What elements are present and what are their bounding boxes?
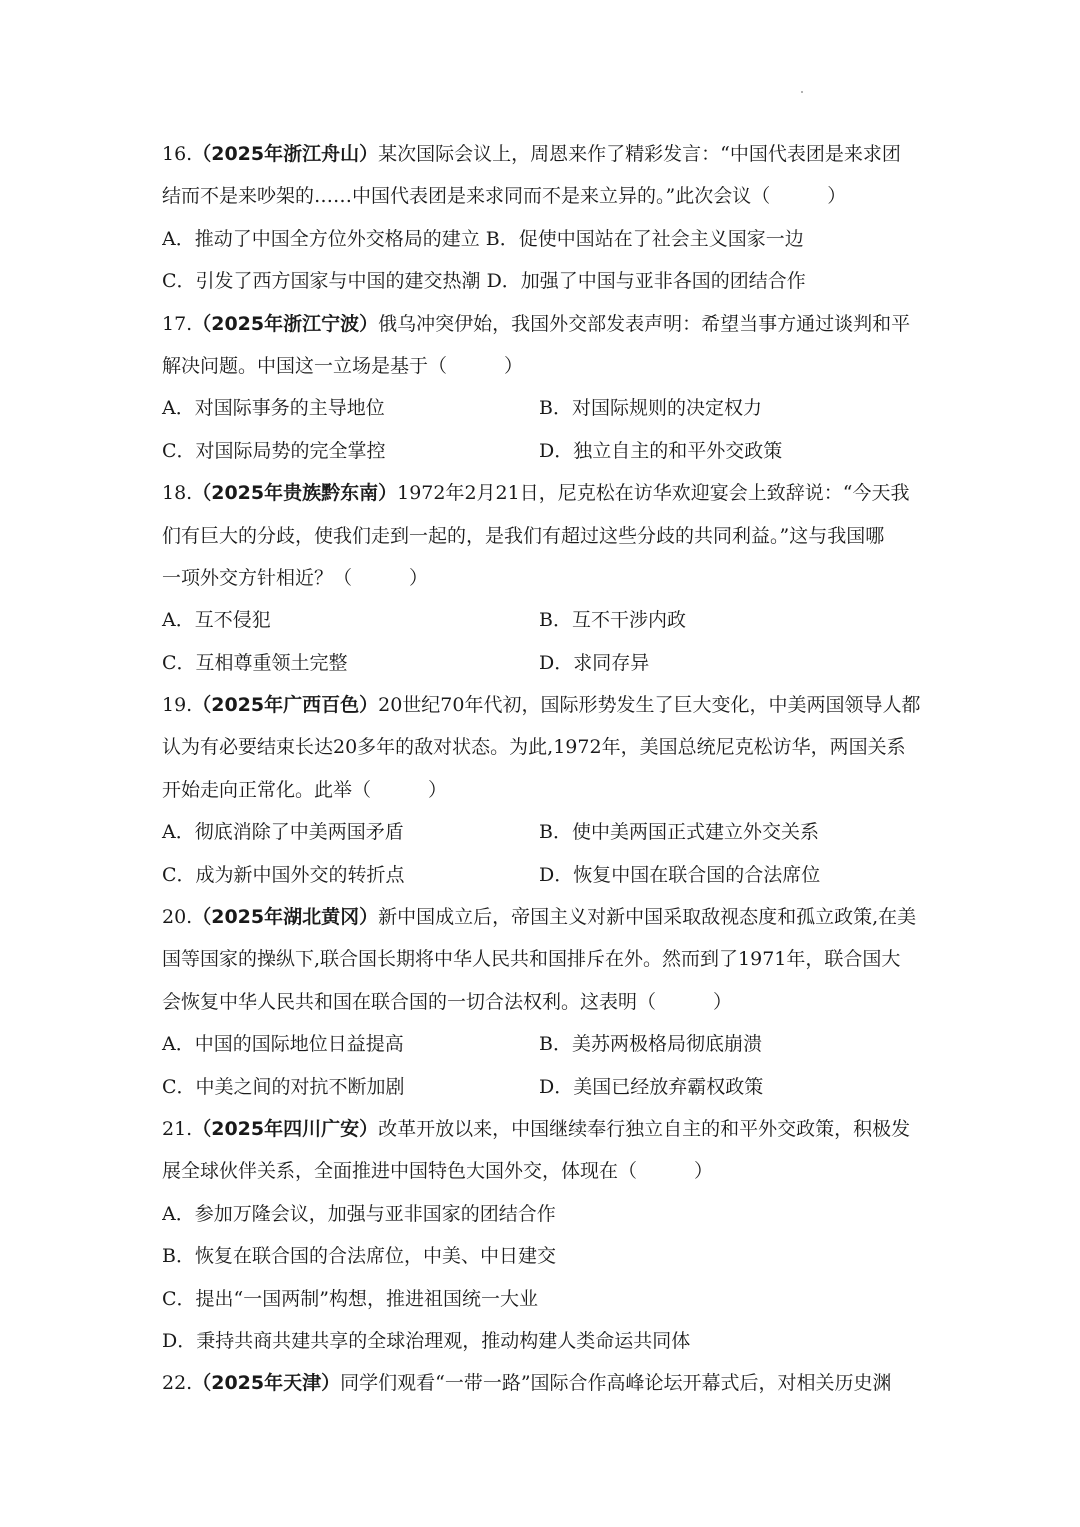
- option-b: B．美苏两极格局彻底崩溃: [539, 1033, 762, 1056]
- question-stem: 改革开放以来，中国继续奉行独立自主的和平外交政策，积极发: [378, 1117, 911, 1140]
- question-source: （2025年湖北黄冈）: [192, 906, 379, 929]
- question-20-line-1: [162, 896, 922, 938]
- question-number: 17.: [162, 312, 193, 335]
- option-c: C．对国际局势的完全掌控: [162, 439, 386, 462]
- question-number: 16.: [162, 143, 193, 165]
- option-d: D．独立自主的和平外交政策: [539, 439, 783, 462]
- question-stem: 1972年2月21日，尼克松在访华欢迎宴会上致辞说：“今天我: [397, 482, 910, 505]
- question-17-options-row-1: [162, 387, 922, 429]
- option-a: A．互不侵犯: [162, 609, 271, 632]
- question-stem: 20世纪70年代初，国际形势发生了巨大变化，中美两国领导人都: [378, 694, 921, 717]
- question-20-options-row-2: [162, 1066, 922, 1108]
- question-stem: 俄乌冲突伊始，我国外交部发表声明：希望当事方通过谈判和平: [378, 312, 911, 335]
- option-a: A．中国的国际地位日益提高: [162, 1033, 404, 1056]
- question-20-line-3: 会恢复中华人民共和国在联合国的一切合法权利。这表明（ ）: [162, 990, 733, 1013]
- question-stem: 新中国成立后，帝国主义对新中国采取敌视态度和孤立政策,在美: [378, 906, 917, 929]
- question-17-line-1: [162, 303, 922, 345]
- question-20-options-row-1: [162, 1023, 922, 1065]
- scan-speck: [801, 91, 803, 93]
- question-17-options-row-2: [162, 430, 922, 472]
- option-b: B．互不干涉内政: [539, 609, 686, 632]
- question-20-line-2: 国等国家的操纵下,联合国长期将中华人民共和国排斥在外。然而到了1971年，联合国大: [162, 948, 901, 971]
- question-18-line-1: [162, 472, 922, 514]
- question-source: （2025年浙江舟山）: [192, 143, 379, 165]
- option-b: B．使中美两国正式建立外交关系: [539, 821, 819, 844]
- question-source: （2025年四川广安）: [192, 1117, 379, 1140]
- question-number: 19.: [162, 694, 193, 717]
- question-16-options-ab: A．推动了中国全方位外交格局的建立 B．促使中国站在了社会主义国家一边: [162, 227, 804, 250]
- question-number: 20.: [162, 906, 193, 929]
- option-a: A．彻底消除了中美两国矛盾: [162, 821, 404, 844]
- question-19-line-3: 开始走向正常化。此举（ ）: [162, 778, 448, 801]
- question-number: 21.: [162, 1117, 193, 1140]
- option-c: C．成为新中国外交的转折点: [162, 863, 405, 886]
- question-19-line-2: 认为有必要结束长达20多年的敌对状态。为此,1972年，美国总统尼克松访华，两国关系: [162, 736, 906, 759]
- question-19-options-row-2: [162, 854, 922, 896]
- question-21-option-c: C．提出“一国两制”构想，推进祖国统一大业: [162, 1287, 538, 1310]
- question-22-line-1: [162, 1362, 922, 1404]
- question-stem: 同学们观看“一带一路”国际合作高峰论坛开幕式后，对相关历史渊: [340, 1372, 892, 1395]
- question-stem: 某次国际会议上，周恩来作了精彩发言：“中国代表团是来求团: [378, 143, 901, 165]
- question-source: （2025年广西百色）: [192, 694, 379, 717]
- option-a: A．对国际事务的主导地位: [162, 397, 385, 420]
- question-number: 22.: [162, 1372, 193, 1395]
- question-21-option-d: D．秉持共商共建共享的全球治理观，推动构建人类命运共同体: [162, 1329, 691, 1352]
- question-21-option-a: A．参加万隆会议，加强与亚非国家的团结合作: [162, 1202, 556, 1225]
- question-source: （2025年天津）: [192, 1372, 341, 1395]
- option-c: C．中美之间的对抗不断加剧: [162, 1075, 405, 1098]
- question-source: （2025年浙江宁波）: [192, 312, 379, 335]
- option-d: D．美国已经放弃霸权政策: [539, 1075, 764, 1098]
- question-18-options-row-2: [162, 642, 922, 684]
- question-21-line-2: 展全球伙伴关系，全面推进中国特色大国外交，体现在（ ）: [162, 1160, 714, 1183]
- option-b: B．对国际规则的决定权力: [539, 397, 762, 420]
- question-19-options-row-1: [162, 811, 922, 853]
- question-18-line-2: 们有巨大的分歧，使我们走到一起的，是我们有超过这些分歧的共同利益。”这与我国哪: [162, 524, 885, 547]
- option-d: D．求同存异: [539, 651, 650, 674]
- option-d: D．恢复中国在联合国的合法席位: [539, 863, 821, 886]
- question-16-options-cd: C．引发了西方国家与中国的建交热潮 D．加强了中国与亚非各国的团结合作: [162, 270, 806, 293]
- question-21-line-1: [162, 1108, 922, 1150]
- question-19-line-1: [162, 684, 922, 726]
- option-c: C．互相尊重领土完整: [162, 651, 348, 674]
- question-18-line-3: 一项外交方针相近？（ ）: [162, 566, 429, 589]
- question-18-options-row-1: [162, 599, 922, 641]
- question-list: [162, 133, 922, 1405]
- question-16-line-1: [162, 133, 922, 175]
- question-source: （2025年贵族黔东南）: [192, 482, 398, 505]
- question-21-option-b: B．恢复在联合国的合法席位，中美、中日建交: [162, 1245, 556, 1268]
- question-17-line-2: 解决问题。中国这一立场是基于（ ）: [162, 354, 524, 377]
- question-16-line-2: 结而不是来吵架的……中国代表团是来求同而不是来立异的。”此次会议（ ）: [162, 185, 847, 208]
- question-number: 18.: [162, 482, 193, 505]
